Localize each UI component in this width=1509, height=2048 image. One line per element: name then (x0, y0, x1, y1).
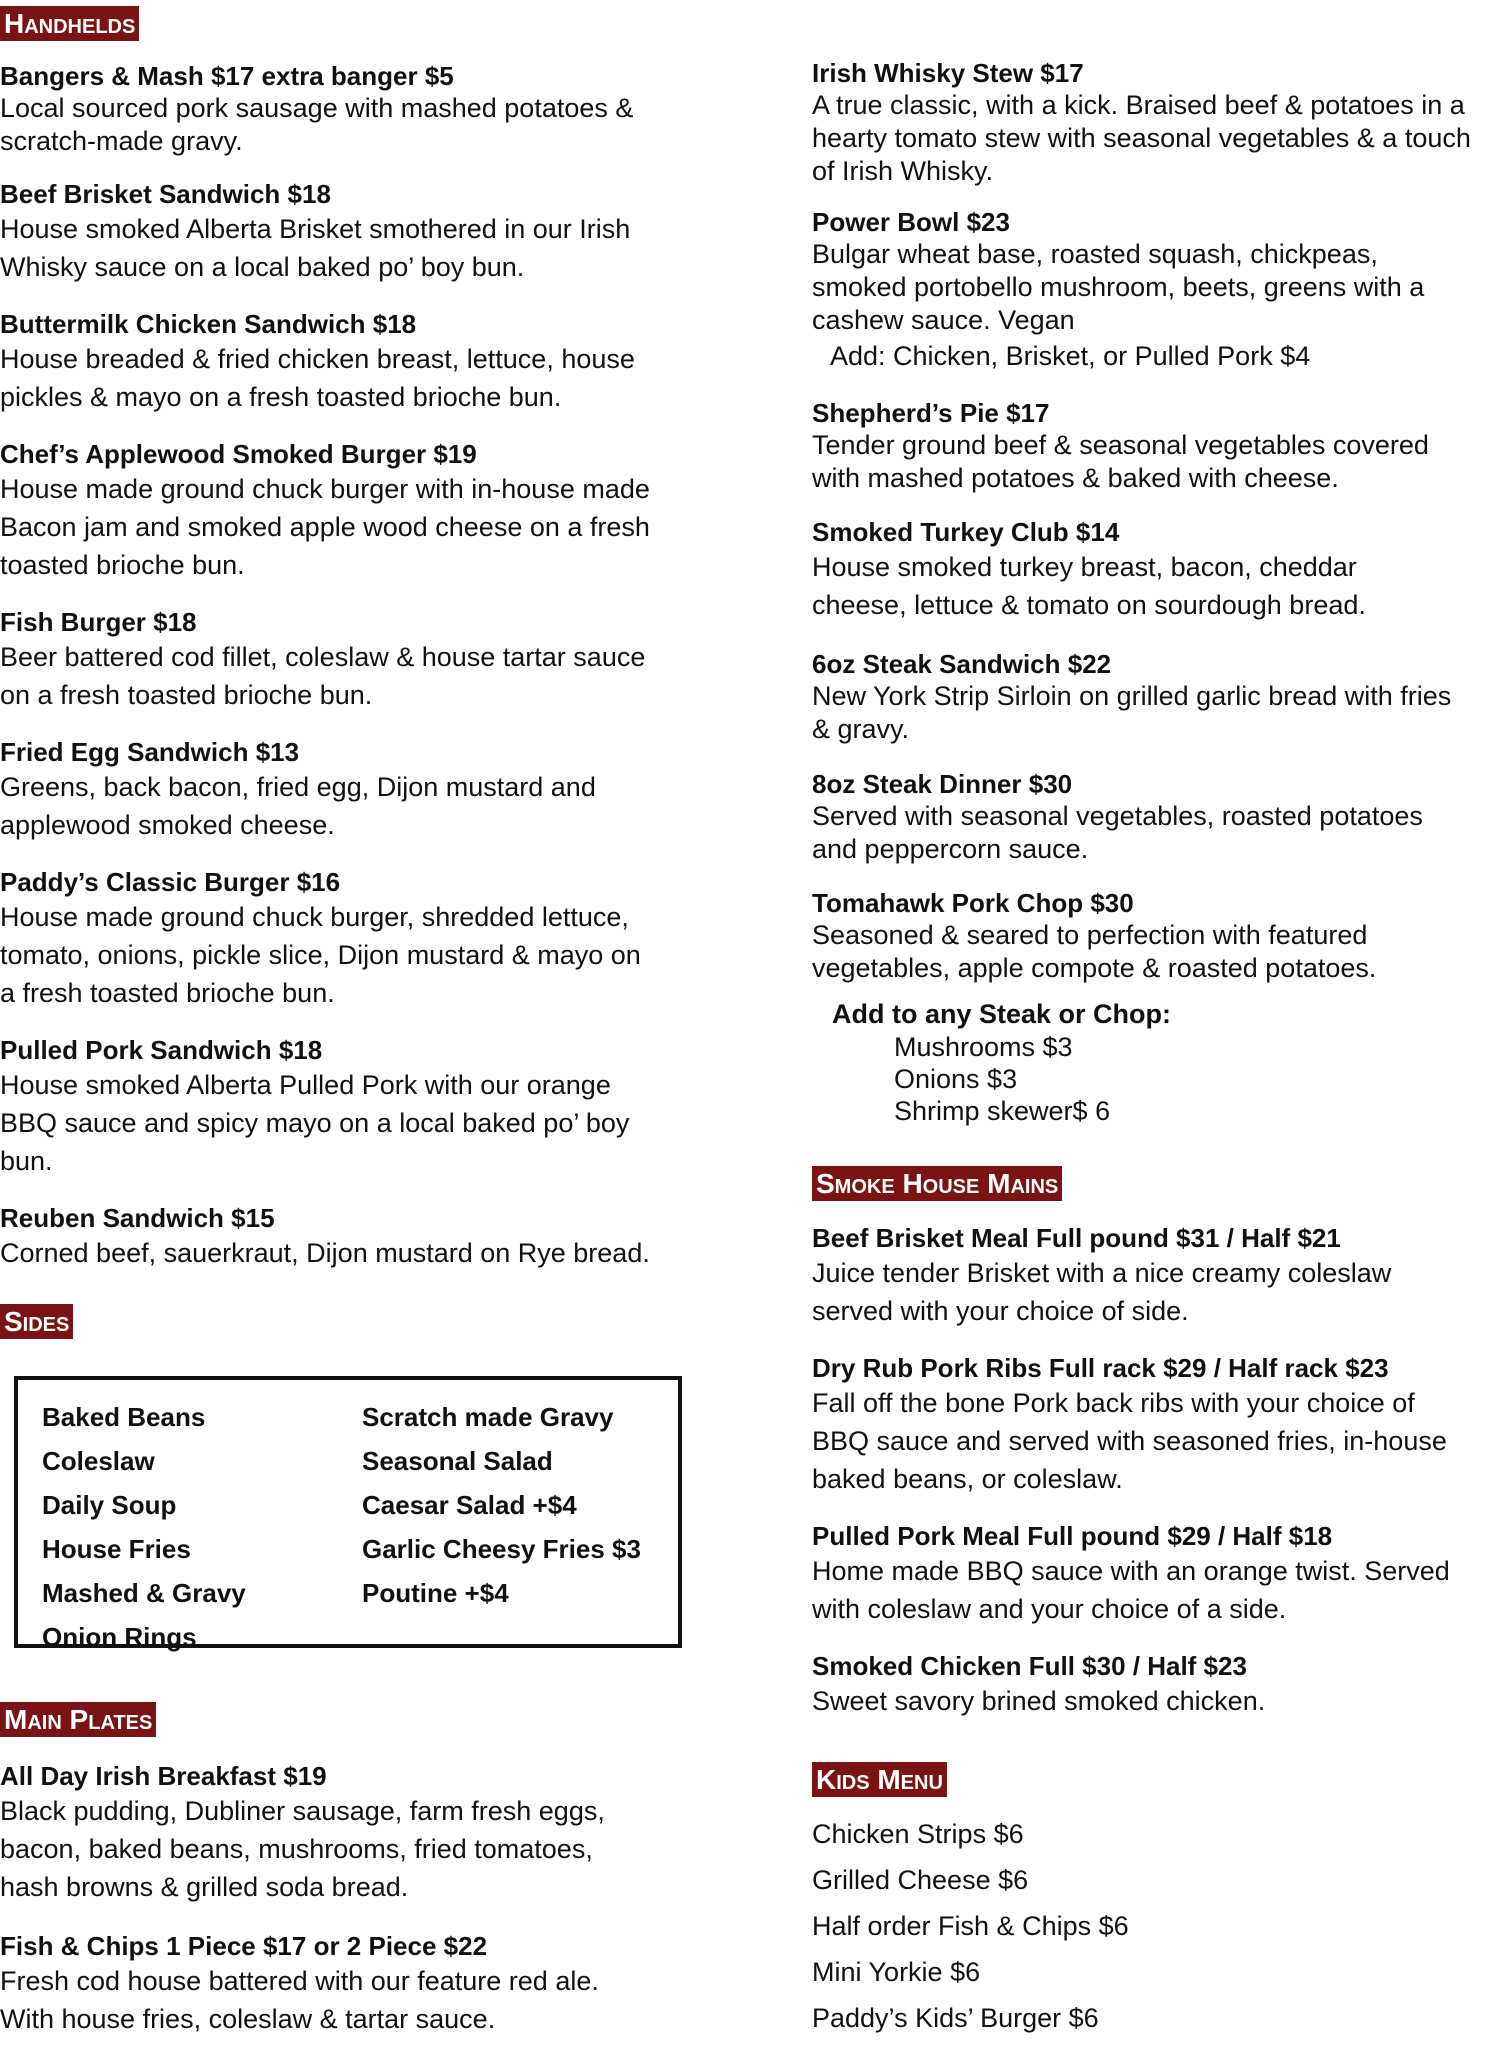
item-desc: A true classic, with a kick. Braised beef & potatoes in a (812, 90, 1465, 120)
item-desc: Served with seasonal vegetables, roasted potatoes (812, 801, 1423, 831)
item-desc: & gravy. (812, 714, 910, 744)
side-item: Poutine +$4 (362, 1578, 509, 1608)
item-desc: BBQ sauce and spicy mayo on a local baked po’ boy (0, 1108, 630, 1138)
item-desc: Local sourced pork sausage with mashed potatoes & (0, 93, 634, 123)
item-desc: Bulgar wheat base, roasted squash, chickpeas, (812, 239, 1378, 269)
menu-item (812, 1352, 1447, 1498)
kids-item: Half order Fish & Chips $6 (812, 1911, 1129, 1941)
menu-item (0, 308, 635, 416)
item-desc: Beer battered cod fillet, coleslaw & house tartar sauce (0, 642, 646, 672)
kids-item: Paddy’s Kids’ Burger $6 (812, 2003, 1099, 2033)
menu-item (0, 178, 630, 286)
menu-item (812, 768, 1423, 866)
item-title: Beef Brisket Meal Full pound $31 / Half $21 (812, 1223, 1341, 1253)
item-title: 6oz Steak Sandwich $22 (812, 649, 1112, 679)
item-title: Fried Egg Sandwich $13 (0, 737, 300, 767)
item-desc: cheese, lettuce & tomato on sourdough bread. (812, 590, 1366, 620)
item-desc: New York Strip Sirloin on grilled garlic bread with fries (812, 681, 1452, 711)
menu-item (812, 1222, 1391, 1330)
section-heading-sides: Sides (0, 1304, 73, 1339)
addons-list (812, 1031, 1171, 1127)
item-desc: scratch-made gravy. (0, 126, 243, 156)
menu-item (0, 60, 633, 158)
menu-item (0, 1930, 599, 2038)
item-desc: Tender ground beef & seasonal vegetables covered (812, 430, 1429, 460)
item-desc: of Irish Whisky. (812, 156, 994, 186)
item-desc: with coleslaw and your choice of a side. (812, 1594, 1287, 1624)
item-title: Fish Burger $18 (0, 607, 197, 637)
item-desc: House breaded & fried chicken breast, lettuce, house (0, 344, 635, 374)
menu-item (0, 438, 650, 584)
side-item: Mashed & Gravy (42, 1578, 246, 1608)
menu-item (812, 397, 1429, 495)
item-desc: Whisky sauce on a local baked po’ boy bun. (0, 252, 525, 282)
item-desc: and peppercorn sauce. (812, 834, 1089, 864)
side-item: Garlic Cheesy Fries $3 (362, 1534, 641, 1564)
menu-item (812, 1520, 1450, 1628)
item-desc: House smoked Alberta Pulled Pork with our orange (0, 1070, 611, 1100)
side-item: Daily Soup (42, 1490, 177, 1520)
menu-item (0, 1202, 650, 1272)
item-title: All Day Irish Breakfast $19 (0, 1761, 327, 1791)
side-item: House Fries (42, 1534, 191, 1564)
item-desc: served with your choice of side. (812, 1296, 1189, 1326)
menu-item (812, 206, 1424, 375)
item-desc: Sweet savory brined smoked chicken. (812, 1686, 1266, 1716)
item-desc: Fresh cod house battered with our feature red ale. (0, 1966, 599, 1996)
item-title: Smoked Turkey Club $14 (812, 517, 1120, 547)
item-desc: applewood smoked cheese. (0, 810, 335, 840)
item-desc: hearty tomato stew with seasonal vegetables & a touch (812, 123, 1471, 153)
item-desc: Seasoned & seared to perfection with featured (812, 920, 1368, 950)
item-title: Pulled Pork Sandwich $18 (0, 1035, 323, 1065)
menu-item (0, 866, 641, 1012)
item-title: Tomahawk Pork Chop $30 (812, 888, 1134, 918)
addon-item: Mushrooms $3 (894, 1032, 1073, 1062)
item-title: Irish Whisky Stew $17 (812, 58, 1084, 88)
kids-item: Mini Yorkie $6 (812, 1957, 981, 1987)
sides-box (14, 1376, 682, 1652)
item-desc: BBQ sauce and served with seasoned fries, in-house (812, 1426, 1447, 1456)
item-desc: Fall off the bone Pork back ribs with your choice of (812, 1388, 1415, 1418)
item-desc: bun. (0, 1146, 53, 1176)
kids-item: Chicken Strips $6 (812, 1819, 1024, 1849)
item-desc: toasted brioche bun. (0, 550, 245, 580)
item-title: Chef’s Applewood Smoked Burger $19 (0, 439, 477, 469)
menu-item (812, 887, 1376, 985)
item-desc: House smoked turkey breast, bacon, cheddar (812, 552, 1357, 582)
item-desc: with mashed potatoes & baked with cheese. (812, 463, 1339, 493)
side-item: Scratch made Gravy (362, 1402, 614, 1432)
menu-item (812, 57, 1471, 188)
side-item: Caesar Salad +$4 (362, 1490, 577, 1520)
item-title: Buttermilk Chicken Sandwich $18 (0, 309, 417, 339)
item-desc: Greens, back bacon, fried egg, Dijon mustard and (0, 772, 596, 802)
item-desc: vegetables, apple compote & roasted potatoes. (812, 953, 1377, 983)
section-heading-kids-menu: Kids Menu (812, 1762, 947, 1797)
side-item: Onion Rings (42, 1622, 197, 1652)
section-heading-smoke-house-mains: Smoke House Mains (812, 1166, 1062, 1201)
item-desc: on a fresh toasted brioche bun. (0, 680, 373, 710)
menu-item (812, 1650, 1265, 1720)
item-title: Pulled Pork Meal Full pound $29 / Half $18 (812, 1521, 1333, 1551)
menu-item (812, 648, 1451, 746)
item-desc: hash browns & grilled soda bread. (0, 1872, 409, 1902)
item-desc: Home made BBQ sauce with an orange twist. Served (812, 1556, 1450, 1586)
item-desc: tomato, onions, pickle slice, Dijon mustard & mayo on (0, 940, 641, 970)
item-desc: a fresh toasted brioche bun. (0, 978, 335, 1008)
item-desc: House smoked Alberta Brisket smothered in our Irish (0, 214, 631, 244)
section-heading-handhelds: Handhelds (0, 6, 139, 41)
item-title: Fish & Chips 1 Piece $17 or 2 Piece $22 (0, 1931, 488, 1961)
item-desc: Black pudding, Dubliner sausage, farm fresh eggs, (0, 1796, 605, 1826)
menu-item (0, 736, 596, 844)
item-desc: bacon, baked beans, mushrooms, fried tomatoes, (0, 1834, 593, 1864)
addons-title: Add to any Steak or Chop: (832, 999, 1172, 1029)
add-protein-note: Add: Chicken, Brisket, or Pulled Pork $4 (830, 341, 1311, 371)
addon-item: Shrimp skewer$ 6 (894, 1096, 1111, 1126)
item-title: Reuben Sandwich $15 (0, 1203, 275, 1233)
item-desc: Corned beef, sauerkraut, Dijon mustard on Rye bread. (0, 1238, 650, 1268)
item-desc: Bacon jam and smoked apple wood cheese on a fresh (0, 512, 650, 542)
item-desc: House made ground chuck burger, shredded lettuce, (0, 902, 629, 932)
item-desc: cashew sauce. Vegan (812, 305, 1075, 335)
item-title: Paddy’s Classic Burger $16 (0, 867, 341, 897)
side-item: Baked Beans (42, 1402, 206, 1432)
menu-item (0, 1760, 672, 1906)
sides-grid (42, 1398, 662, 1656)
section-heading-main-plates: Main Plates (0, 1702, 156, 1737)
item-desc: Juice tender Brisket with a nice creamy coleslaw (812, 1258, 1392, 1288)
side-item: Coleslaw (42, 1446, 155, 1476)
menu-item (0, 606, 645, 714)
kids-item: Grilled Cheese $6 (812, 1865, 1029, 1895)
item-title: Beef Brisket Sandwich $18 (0, 179, 331, 209)
item-title: Bangers & Mash $17 extra banger $5 (0, 61, 454, 91)
addon-item: Onions $3 (894, 1064, 1018, 1094)
menu-item (0, 1034, 629, 1180)
item-desc: House made ground chuck burger with in-house made (0, 474, 650, 504)
side-item: Seasonal Salad (362, 1446, 553, 1476)
item-title: Shepherd’s Pie $17 (812, 398, 1050, 428)
steak-addons (812, 997, 1171, 1127)
item-title: 8oz Steak Dinner $30 (812, 769, 1073, 799)
item-title: Power Bowl $23 (812, 207, 1010, 237)
kids-list (812, 1811, 1129, 2041)
item-desc: pickles & mayo on a fresh toasted brioche bun. (0, 382, 562, 412)
item-desc: baked beans, or coleslaw. (812, 1464, 1123, 1494)
item-desc: smoked portobello mushroom, beets, greens with a (812, 272, 1425, 302)
item-title: Dry Rub Pork Ribs Full rack $29 / Half rack $23 (812, 1353, 1389, 1383)
menu-item (812, 516, 1452, 624)
item-desc: With house fries, coleslaw & tartar sauce. (0, 2004, 496, 2034)
item-title: Smoked Chicken Full $30 / Half $23 (812, 1651, 1247, 1681)
